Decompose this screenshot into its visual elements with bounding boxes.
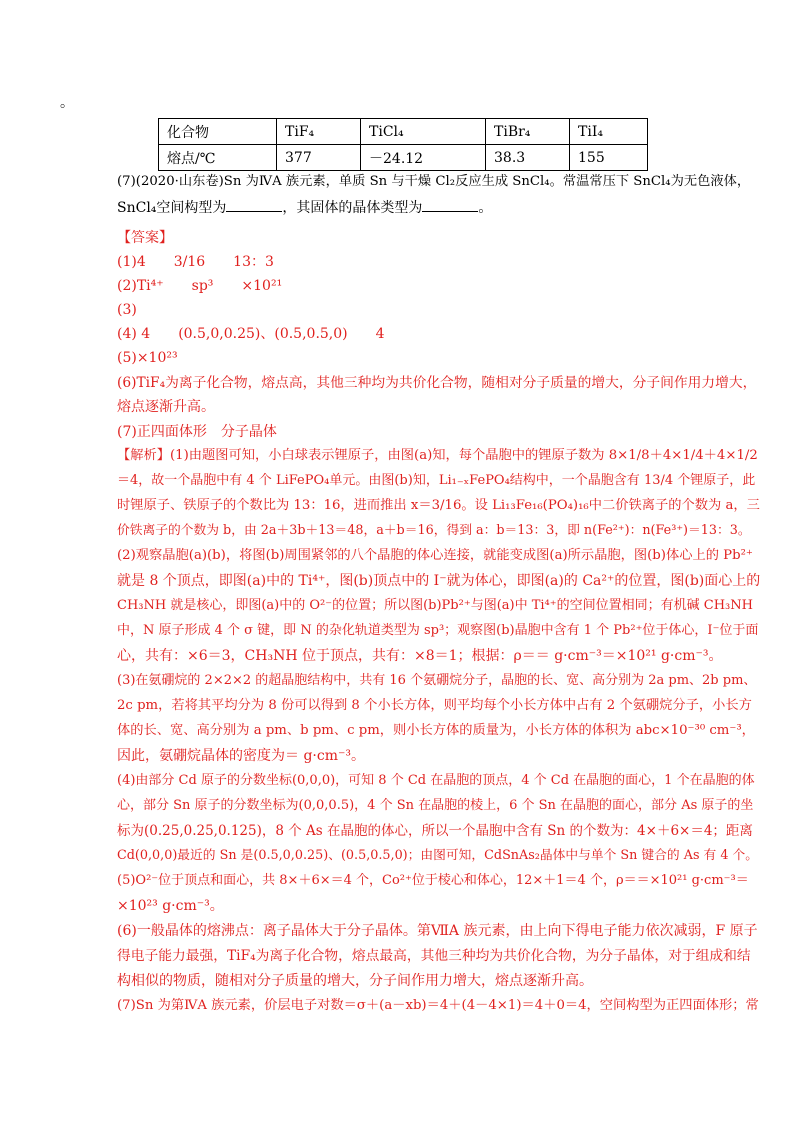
analysis-line: (3)在氨硼烷的 2×2×2 的超晶胞结构中，共有 16 个氨硼烷分子，晶胞的长、宽、高分别为 2a pm、2b pm、 (117, 673, 757, 688)
answer-line: (1)4 3/16 13：3 (117, 254, 274, 270)
table-cell: 熔点/℃ (159, 145, 277, 171)
analysis-line: ×10²³ g·cm⁻³。 (117, 898, 224, 914)
analysis-line: (5)O²⁻位于顶点和面心，共 8×＋6×＝4 个，Co²⁺位于棱心和体心，12×＋1＝4 个，ρ＝＝×10²¹ g·cm⁻³＝ (117, 873, 749, 888)
table-cell: 化合物 (159, 119, 277, 145)
table-row (159, 145, 648, 171)
analysis-line: Cd(0,0,0)最近的 Sn 是(0.5,0,0.25)、(0.5,0.5,0)；由图可知，CdSnAs₂晶体中与单个 Sn 键合的 As 有 4 个。 (117, 848, 759, 863)
question-7-text-c: 。 (478, 200, 493, 216)
analysis-line: 中，N 原子形成 4 个 σ 键，即 N 的杂化轨道类型为 sp³；观察图(b)晶胞中含有 1 个 Pb²⁺位于体心，I⁻位于面 (117, 623, 759, 638)
table-cell: 38.3 (486, 145, 570, 171)
analysis-line: 构相似的物质，随相对分子质量的增大，分子间作用力增大，熔点逐渐升高。 (117, 973, 593, 989)
answer-line: (2)Ti⁴⁺ sp³ ×10²¹ (117, 278, 283, 294)
analysis-line: CH₃NH 就是核心，即图(a)中的 O²⁻的位置；所以图(b)Pb²⁺与图(a)中 Ti⁴⁺的空间位置相同；有机碱 CH₃NH (117, 598, 753, 613)
answer-line: (5)×10²³ (117, 350, 178, 366)
table-cell: TiBr₄ (486, 119, 570, 145)
answer-line: (3) (117, 302, 137, 318)
analysis-line: (7)Sn 为第ⅣA 族元素，价层电子对数＝σ＋(a－xb)＝4＋(4－4×1)＝4＋0＝4，空间构型为正四面体形；常 (117, 998, 759, 1013)
analysis-line: 标为(0.25,0.25,0.125)，8 个 As 在晶胞的体心，所以一个晶胞中含有 Sn 的个数为：4×＋6×＝4；距离 (117, 823, 753, 839)
table-row (159, 119, 648, 145)
answer-line: (6)TiF₄为离子化合物，熔点高，其他三种均为共价化合物，随相对分子质量的增大，分子间作用力增大， (117, 375, 757, 391)
analysis-line: 心，部分 Sn 原子的分数坐标为(0,0,0.5)，4 个 Sn 在晶胞的棱上，6 个 Sn 在晶胞的面心，部分 As 原子的坐 (117, 798, 754, 813)
analysis-line: 体的长、宽、高分别为 a pm、b pm、c pm，则小长方体的质量为，小长方体的体积为 abc×10⁻³⁰ cm⁻³， (117, 723, 755, 738)
analysis-line: 因此，氨硼烷晶体的密度为＝ g·cm⁻³。 (117, 748, 365, 764)
question-7-line2 (117, 198, 492, 218)
analysis-line: (6)一般晶体的熔沸点：离子晶体大于分子晶体。第ⅦA 族元素，由上向下得电子能力依次减弱，F 原子 (117, 923, 758, 939)
melting-point-table (158, 118, 648, 171)
answer-blank (422, 199, 478, 212)
table-cell: TiI₄ (570, 119, 648, 145)
analysis-line: 2c pm，若将其平均分为 8 份可以得到 8 个小长方体，则平均每个小长方体中占有 2 个氨硼烷分子，小长方 (117, 698, 752, 713)
table-cell: －24.12 (361, 145, 486, 171)
answer-line: (7)正四面体形 分子晶体 (117, 424, 277, 440)
analysis-line: (2)观察晶胞(a)(b)，将图(b)周围紧邻的八个晶胞的体心连接，就能变成图(a)所示晶胞，图(b)体心上的 Pb²⁺ (117, 548, 753, 563)
analysis-line: 时锂原子、铁原子的个数比为 13：16，进而推出 x＝3/16。设 Li₁₃Fe₁₆(PO₄)₁₆中二价铁离子的个数为 a，三 (117, 498, 760, 513)
answer-line: (4) 4 (0.5,0,0.25)、(0.5,0.5,0) 4 (117, 326, 385, 342)
analysis-line: 心，共有：×6＝3，CH₃NH 位于顶点，共有：×8＝1；根据：ρ＝＝ g·cm⁻³＝×10²¹ g·cm⁻³。 (117, 648, 723, 664)
analysis-line: (4)由部分 Cd 原子的分数坐标(0,0,0)，可知 8 个 Cd 在晶胞的顶点，4 个 Cd 在晶胞的面心，1 个在晶胞的体 (117, 773, 755, 788)
table-cell: 155 (570, 145, 648, 171)
answer-blank (226, 199, 282, 212)
analysis-line: 得电子能力最强，TiF₄为离子化合物，熔点最高，其他三种均为共价化合物，为分子晶体，对于组成和结 (117, 948, 751, 964)
analysis-line: 价铁离子的个数为 b，由 2a＋3b＋13＝48，a＋b＝16，得到 a：b＝13：3，即 n(Fe²⁺)：n(Fe³⁺)＝13：3。 (117, 523, 751, 538)
question-7-text-b: ，其固体的晶体类型为 (282, 200, 423, 216)
analysis-line: 就是 8 个顶点，即图(a)中的 Ti⁴⁺，图(b)顶点中的 I⁻就为体心，即图(a)的 Ca²⁺的位置，图(b)面心上的 (117, 573, 761, 589)
table-cell: 377 (277, 145, 361, 171)
table-cell: TiF₄ (277, 119, 361, 145)
top-mark: 。 (60, 95, 74, 111)
answer-heading: 【答案】 (117, 230, 173, 246)
analysis-line: 【解析】(1)由题图可知，小白球表示锂原子，由图(a)知，每个晶胞中的锂原子数为 8×1/8＋4×1/4＋4×1/2 (117, 448, 758, 463)
analysis-line: ＝4，故一个晶胞中有 4 个 LiFePO₄单元。由图(b)知，Li₁₋ₓFePO₄结构中，一个晶胞含有 13/4 个锂原子，此 (117, 473, 756, 488)
question-7-line1: (7)(2020·山东卷)Sn 为ⅣA 族元素，单质 Sn 与干燥 Cl₂反应生成 SnCl₄。常温常压下 SnCl₄为无色液体， (117, 174, 751, 189)
answer-line: 熔点逐渐升高。 (117, 399, 215, 415)
table-cell: TiCl₄ (361, 119, 486, 145)
question-7-text-a: SnCl₄空间构型为 (117, 200, 227, 216)
